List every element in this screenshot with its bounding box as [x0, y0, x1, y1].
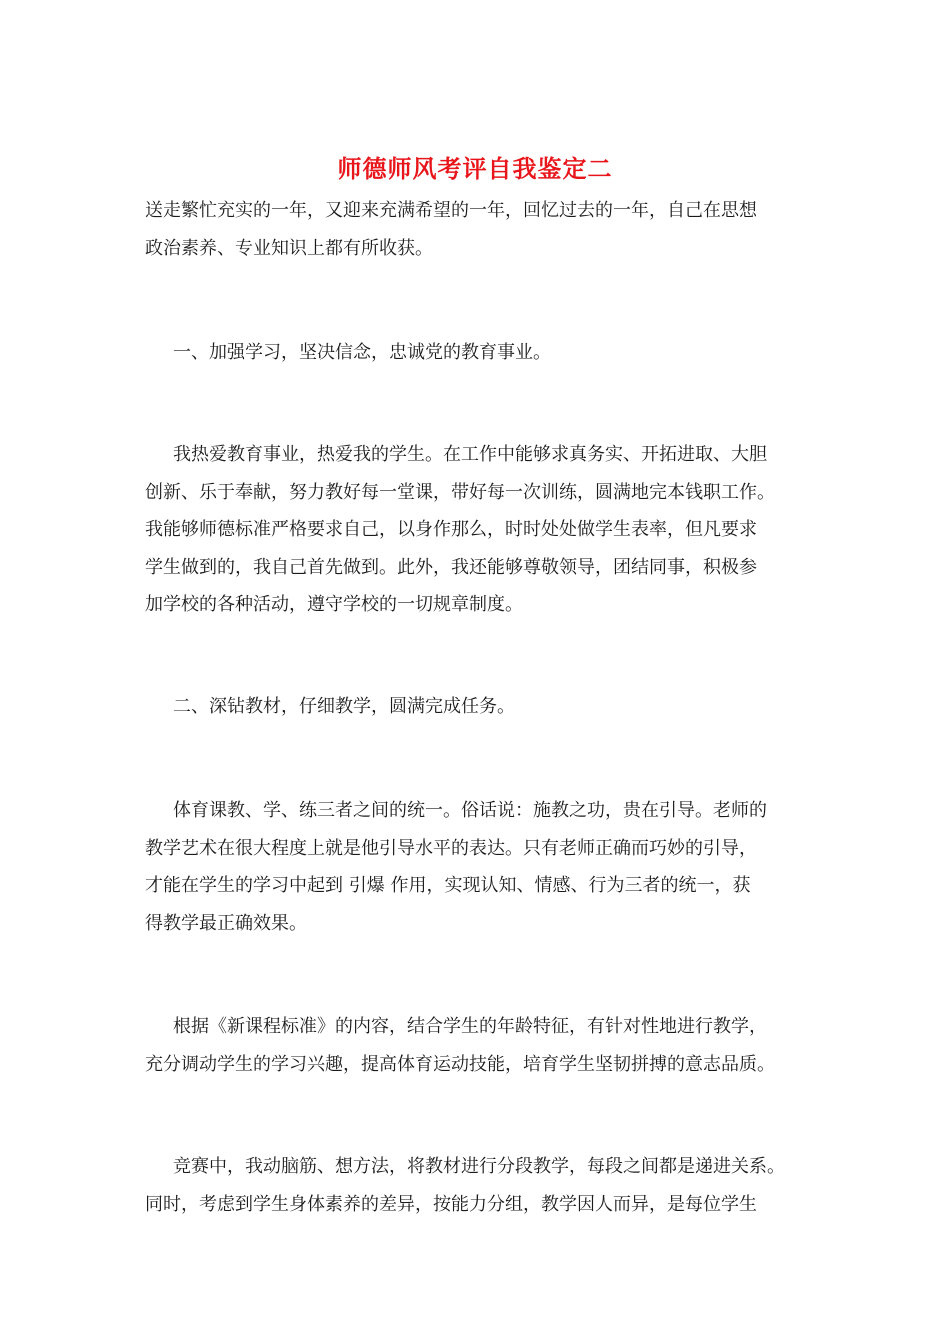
document-title: 师德师风考评自我鉴定二 — [337, 154, 613, 183]
body-paragraph-4 — [145, 1148, 815, 1223]
paragraph-line: 充分调动学生的学习兴趣，提高体育运动技能，培育学生坚韧拼搏的意志品质。 — [145, 1053, 775, 1075]
body-paragraph-1 — [145, 436, 815, 624]
paragraph-line: 我热爱教育事业，热爱我的学生。在工作中能够求真务实、开拓进取、大胆 — [173, 444, 767, 465]
paragraph-line: 加学校的各种活动，遵守学校的一切规章制度。 — [145, 594, 523, 615]
paragraph-line: 同时，考虑到学生身体素养的差异，按能力分组，教学因人而异，是每位学生 — [145, 1193, 757, 1215]
paragraph-line: 我能够师德标准严格要求自己，以身作那么，时时处处做学生表率，但凡要求 — [145, 519, 757, 540]
paragraph-line: 二、深钻教材，仔细教学，圆满完成任务。 — [173, 696, 515, 717]
paragraph-line: 学生做到的，我自己首先做到。此外，我还能够尊敬领导，团结同事，积极参 — [145, 556, 757, 578]
paragraph-line: 送走繁忙充实的一年，又迎来充满希望的一年，回忆过去的一年，自己在思想 — [145, 200, 757, 221]
paragraph-line: 政治素养、专业知识上都有所收获。 — [145, 237, 433, 259]
paragraph-line: 教学艺术在很大程度上就是他引导水平的表达。只有老师正确而巧妙的引导， — [145, 837, 757, 859]
section-heading-2 — [145, 688, 815, 726]
body-paragraph-2 — [145, 792, 815, 942]
paragraph-line: 得教学最正确效果。 — [145, 912, 307, 934]
paragraph-line: 竞赛中，我动脑筋、想方法，将教材进行分段教学，每段之间都是递进关系。 — [173, 1156, 785, 1177]
paragraph-line: 根据《新课程标准》的内容，结合学生的年龄特征，有针对性地进行教学， — [173, 1016, 767, 1037]
paragraph-line: 创新、乐于奉献，努力教好每一堂课，带好每一次训练，圆满地完本钱职工作。 — [145, 481, 775, 503]
intro-paragraph — [145, 192, 815, 267]
paragraph-line: 体育课教、学、练三者之间的统一。俗话说：施教之功，贵在引导。老师的 — [173, 800, 767, 821]
body-paragraph-3 — [145, 1008, 815, 1083]
paragraph-line: 才能在学生的学习中起到 引爆 作用，实现认知、情感、行为三者的统一，获 — [145, 875, 751, 896]
section-heading-1 — [145, 334, 815, 372]
paragraph-line: 一、加强学习，坚决信念，忠诚党的教育事业。 — [173, 342, 551, 363]
